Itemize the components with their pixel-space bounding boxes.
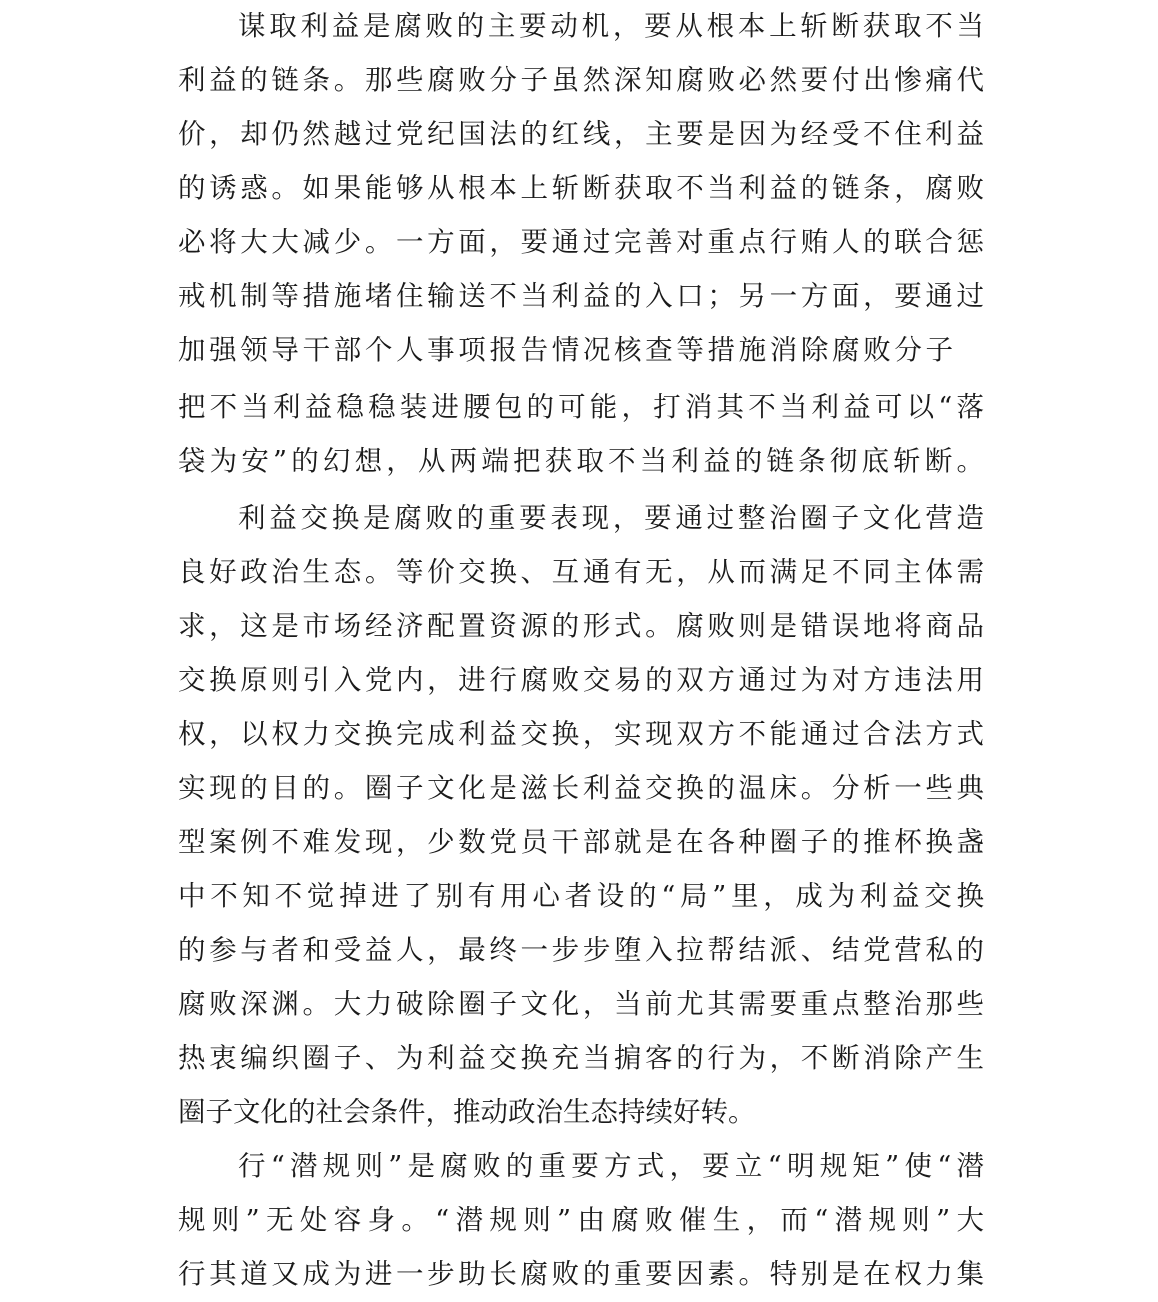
text-line: 求，这是市场经济配置资源的形式。腐败则是错误地将商品 xyxy=(178,610,984,642)
text-line: 交换原则引入党内，进行腐败交易的双方通过为对方违法用 xyxy=(178,664,984,696)
text-line: 加强领导干部个人事项报告情况核查等措施消除腐败分子 xyxy=(178,334,953,366)
text-line: 实现的目的。圈子文化是滋长利益交换的温床。分析一些典 xyxy=(178,772,984,804)
text-line: 权，以权力交换完成利益交换，实现双方不能通过合法方式 xyxy=(178,718,984,750)
text-line: 谋取利益是腐败的主要动机，要从根本上斩断获取不当 xyxy=(238,10,984,42)
text-line: 袋为安”的幻想，从两端把获取不当利益的链条彻底斩断。 xyxy=(178,445,984,477)
text-line: 中不知不觉掉进了别有用心者设的“局”里，成为利益交换 xyxy=(178,880,984,912)
text-line: 的诱惑。如果能够从根本上斩断获取不当利益的链条，腐败 xyxy=(178,172,984,204)
text-line: 规则”无处容身。“潜规则”由腐败催生，而“潜规则”大 xyxy=(178,1204,984,1236)
text-line: 把不当利益稳稳装进腰包的可能，打消其不当利益可以“落 xyxy=(178,391,984,423)
text-line: 的参与者和受益人，最终一步步堕入拉帮结派、结党营私的 xyxy=(178,934,984,966)
text-line: 行其道又成为进一步助长腐败的重要因素。特别是在权力集 xyxy=(178,1258,984,1290)
text-line: 良好政治生态。等价交换、互通有无，从而满足不同主体需 xyxy=(178,556,984,588)
text-line: 热衷编织圈子、为利益交换充当掮客的行为，不断消除产生 xyxy=(178,1042,984,1074)
text-line: 圈子文化的社会条件，推动政治生态持续好转。 xyxy=(178,1096,756,1128)
text-line: 型案例不难发现，少数党员干部就是在各种圈子的推杯换盏 xyxy=(178,826,984,858)
text-line: 必将大大减少。一方面，要通过完善对重点行贿人的联合惩 xyxy=(178,226,984,258)
text-line: 利益的链条。那些腐败分子虽然深知腐败必然要付出惨痛代 xyxy=(178,64,984,96)
text-line: 价，却仍然越过党纪国法的红线，主要是因为经受不住利益 xyxy=(178,118,984,150)
text-line: 戒机制等措施堵住输送不当利益的入口；另一方面，要通过 xyxy=(178,280,984,312)
text-line: 腐败深渊。大力破除圈子文化，当前尤其需要重点整治那些 xyxy=(178,988,984,1020)
text-line: 行“潜规则”是腐败的重要方式，要立“明规矩”使“潜 xyxy=(238,1150,984,1182)
text-line: 利益交换是腐败的重要表现，要通过整治圈子文化营造 xyxy=(238,502,984,534)
